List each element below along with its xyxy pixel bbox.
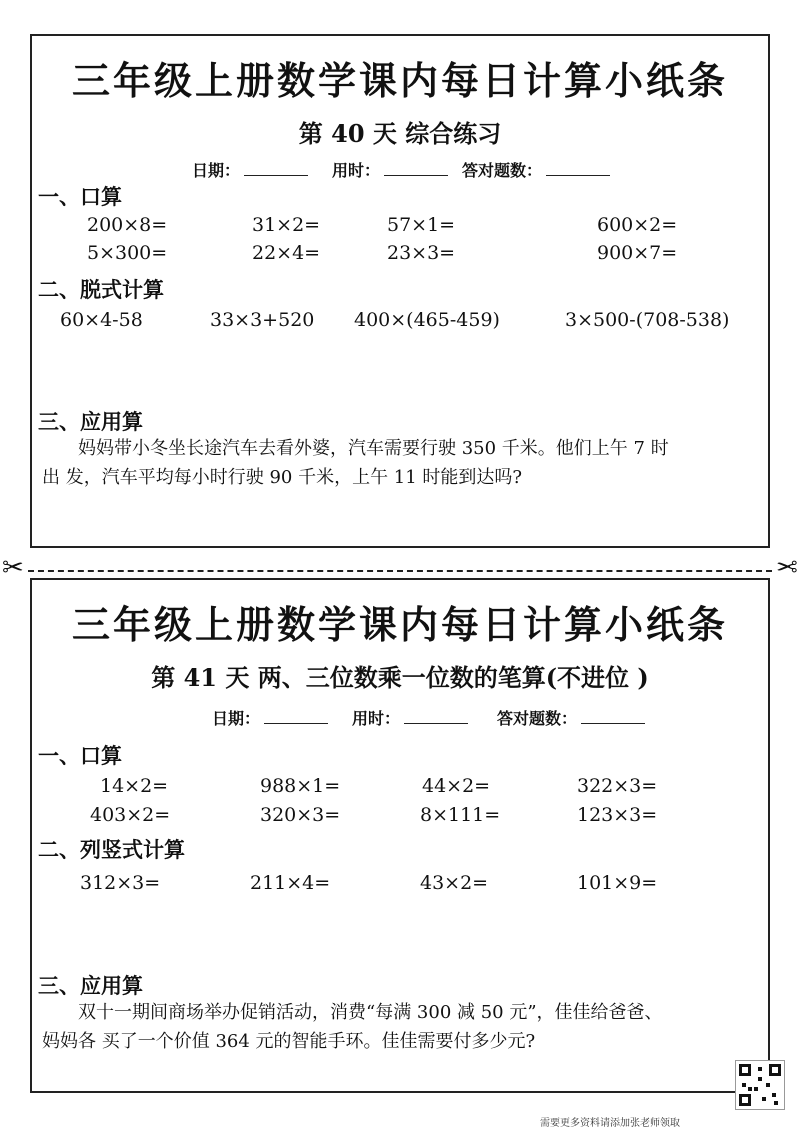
sheet-title: 三年级上册数学课内每日计算小纸条 [71,602,728,647]
section-step-heading: 二、脱式计算 [38,277,164,302]
scissors-icon: ✂ [776,553,798,583]
worksheet-day-40 [30,34,770,548]
date-blank[interactable] [264,709,328,724]
oral-problem: 200×8= [87,214,168,236]
oral-problem: 22×4= [252,242,321,264]
date-field [212,706,328,729]
step-problem: 400×(465-459) [354,309,500,331]
vertical-problem: 43×2= [420,872,489,894]
correct-count-field [497,706,645,729]
correct-count-blank[interactable] [546,161,610,176]
word-problem-line: 妈妈带小冬坐长途汽车去看外婆，汽车需要行驶 350 千米。他们上午 7 时 [78,438,669,459]
oral-problem: 8×111= [420,804,501,826]
oral-problem: 23×3= [387,242,456,264]
vertical-problem: 312×3= [80,872,161,894]
section-word-heading: 三、应用算 [38,409,143,434]
time-blank[interactable] [404,709,468,724]
date-field [192,158,308,181]
oral-problem: 403×2= [90,804,171,826]
section-oral-heading: 一、口算 [38,743,122,768]
oral-problem: 44×2= [422,775,491,797]
sheet-subtitle: 第 40 天 综合练习 [298,119,502,148]
vertical-problem: 211×4= [250,872,331,894]
date-label: 日期： [212,709,261,728]
dashed-divider [28,570,772,572]
correct-count-label: 答对题数： [497,709,578,728]
oral-problem: 14×2= [100,775,169,797]
footer-note: 需要更多资料请添加张老师领取 [540,1118,680,1129]
step-problem: 60×4-58 [60,309,143,331]
correct-count-field [462,158,610,181]
section-oral-heading: 一、口算 [38,184,122,209]
time-label: 用时： [332,161,381,180]
step-problem: 3×500-(708-538) [565,309,730,331]
correct-count-label: 答对题数： [462,161,543,180]
time-label: 用时： [352,709,401,728]
oral-problem: 322×3= [577,775,658,797]
word-problem [42,434,762,492]
word-problem-line: 出 发，汽车平均每小时行驶 90 千米，上午 11 时能到达吗? [42,467,523,488]
oral-problem: 320×3= [260,804,341,826]
qr-code-icon [735,1060,785,1110]
oral-problem: 988×1= [260,775,341,797]
word-problem [42,998,762,1056]
date-blank[interactable] [244,161,308,176]
oral-problem: 31×2= [252,214,321,236]
time-field [352,706,468,729]
sheet-title: 三年级上册数学课内每日计算小纸条 [71,58,728,103]
oral-problem: 5×300= [87,242,168,264]
step-problem: 33×3+520 [210,309,315,331]
vertical-problem: 101×9= [577,872,658,894]
correct-count-blank[interactable] [581,709,645,724]
worksheet-day-41 [30,578,770,1093]
oral-problem: 57×1= [387,214,456,236]
section-word-heading: 三、应用算 [38,973,143,998]
date-label: 日期： [192,161,241,180]
oral-problem: 123×3= [577,804,658,826]
oral-problem: 600×2= [597,214,678,236]
time-field [332,158,448,181]
cut-line [0,553,800,583]
word-problem-line: 双十一期间商场举办促销活动，消费“每满 300 减 50 元”，佳佳给爸爸、 [78,1002,663,1023]
sheet-subtitle: 第 41 天 两、三位数乘一位数的笔算(不进位 ) [151,663,649,692]
scissors-icon: ✂ [2,553,24,583]
oral-problem: 900×7= [597,242,678,264]
section-vertical-heading: 二、列竖式计算 [38,837,185,862]
word-problem-line: 妈妈各 买了一个价值 364 元的智能手环。佳佳需要付多少元? [42,1031,536,1052]
time-blank[interactable] [384,161,448,176]
